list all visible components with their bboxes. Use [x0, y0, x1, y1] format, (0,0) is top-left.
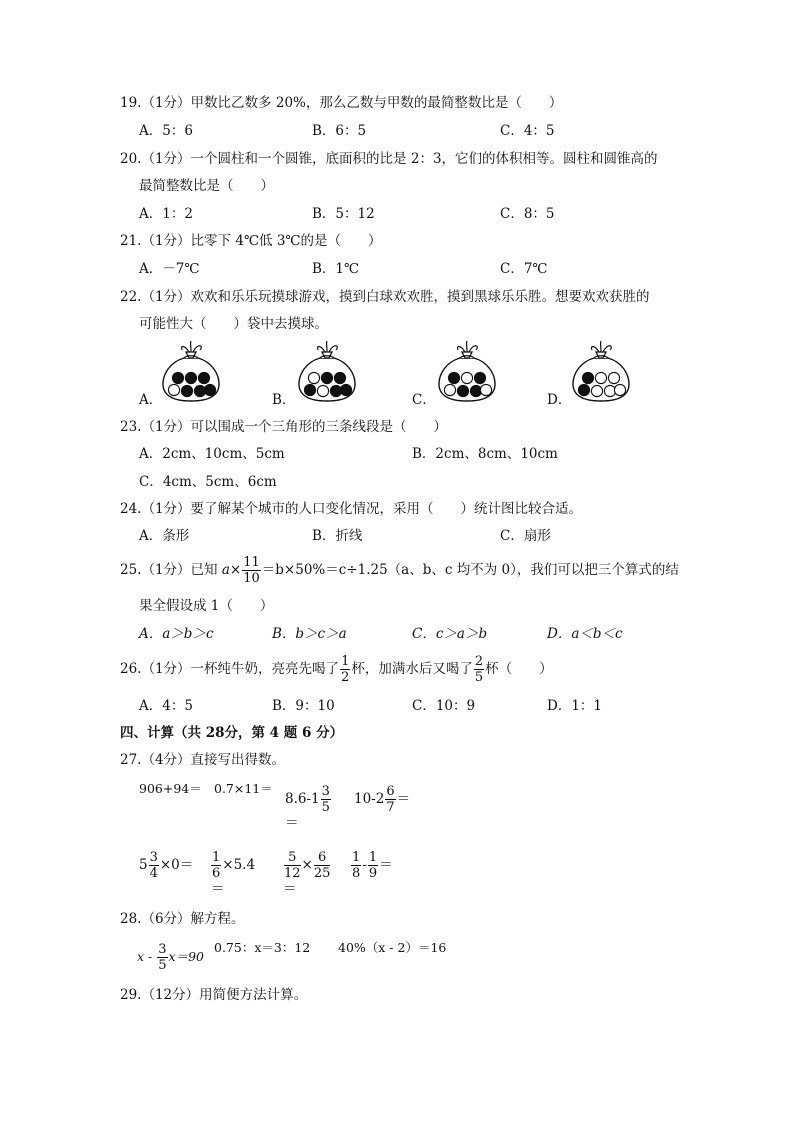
q27-e8-equals: ＝ — [379, 857, 393, 873]
q26-stem — [120, 655, 553, 684]
q27-e7-numerator-2: 6 — [314, 851, 331, 866]
bag-tie — [591, 341, 611, 352]
white-ball — [614, 384, 625, 395]
q27-expr-7 — [283, 851, 331, 880]
q28-eq1-denominator: 5 — [158, 958, 167, 973]
q27-e6-numerator: 1 — [212, 850, 221, 865]
black-ball — [198, 372, 209, 383]
black-ball — [321, 372, 332, 383]
q20-option-c[interactable]: C．8：5 — [500, 206, 555, 222]
q28-equation-1 — [137, 943, 204, 972]
white-ball — [444, 384, 455, 395]
q27-e3-fraction — [321, 785, 331, 814]
q25-times: × — [229, 562, 242, 578]
q27-e5-numerator: 3 — [149, 850, 158, 865]
q25-option-a[interactable]: A．a＞b＞c — [139, 626, 214, 642]
q19-stem: 19.（1分）甲数比乙数多 20%，那么乙数与甲数的最简整数比是（ ） — [120, 95, 563, 111]
q27-stem: 27.（4分）直接写出得数。 — [120, 752, 286, 768]
q27-e7-fraction-1 — [284, 851, 301, 880]
q26-f2-denominator: 5 — [474, 670, 484, 685]
bag-neck — [184, 352, 198, 358]
q22-stem-line2: 可能性大（ ）袋中去摸球。 — [139, 316, 328, 332]
q27-e3-numerator: 3 — [321, 784, 330, 799]
q25-option-c[interactable]: C．c＞a＞b — [412, 626, 488, 642]
q22-option-d[interactable]: D． — [547, 392, 572, 408]
q26-f1-numerator: 1 — [341, 654, 350, 669]
black-ball — [582, 372, 593, 383]
q26-suffix: 杯（ ） — [485, 661, 553, 677]
q27-e7-op: × — [301, 857, 313, 873]
q27-e6-fraction — [211, 851, 221, 880]
q27-e8-numerator-2: 1 — [368, 850, 378, 865]
black-ball — [185, 372, 196, 383]
q23-stem: 23.（1分）可以围成一个三角形的三条线段是（ ） — [120, 419, 448, 435]
white-ball — [168, 384, 179, 395]
q26-option-a[interactable]: A．4：5 — [139, 698, 193, 714]
white-ball — [591, 385, 602, 396]
q21-option-a[interactable]: A．－7℃ — [139, 261, 200, 277]
black-ball — [304, 384, 315, 395]
q19-option-a[interactable]: A．5：6 — [139, 123, 193, 139]
q22-option-c[interactable]: C． — [412, 392, 436, 408]
q24-stem: 24.（1分）要了解某个城市的人口变化情况，采用（ ）统计图比较合适。 — [120, 501, 583, 517]
black-ball — [194, 385, 205, 396]
q25-prefix: 25.（1分）已知 — [120, 562, 222, 578]
q27-e8-denominator-1: 8 — [352, 866, 361, 881]
q26-option-d[interactable]: D．1：1 — [547, 698, 603, 714]
q27-e3-denominator: 5 — [321, 800, 330, 815]
q27-e4-numerator: 6 — [386, 784, 395, 799]
bag-neck — [594, 352, 608, 358]
q27-expr-2: 0.7×11＝ — [214, 781, 273, 796]
q24-option-c[interactable]: C．扇形 — [500, 528, 551, 544]
q27-e7-denominator-1: 12 — [284, 866, 301, 881]
q25-fraction — [242, 556, 261, 585]
q20-option-b[interactable]: B．5：12 — [312, 206, 375, 222]
q20-stem-line1: 20.（1分）一个圆柱和一个圆锥，底面积的比是 2：3，它们的体积相等。圆柱和圆锥高的 — [120, 151, 658, 167]
q25-frac-denominator: 10 — [243, 571, 260, 586]
q25-var-a: a — [221, 562, 230, 578]
black-ball — [172, 372, 183, 383]
q25-middle: ＝b×50%＝c÷1.25（a、b、c 均不为 0），我们可以把三个算式的结 — [261, 562, 679, 578]
bag-neck — [460, 352, 474, 358]
q26-fraction-2 — [474, 655, 484, 684]
black-ball — [448, 372, 459, 383]
q25-option-b[interactable]: B．b＞c＞a — [272, 626, 347, 642]
q27-e8-op: - — [362, 857, 367, 873]
q27-e6-denominator: 6 — [212, 866, 221, 881]
q26-prefix: 26.（1分）一杯纯牛奶，亮亮先喝了 — [120, 661, 340, 677]
q27-e7-fraction-2 — [314, 851, 331, 880]
q26-fraction-1 — [340, 655, 350, 684]
q27-e8-fraction-2 — [368, 851, 378, 880]
black-ball — [181, 385, 192, 396]
white-ball — [317, 385, 328, 396]
q27-e4-pre: 10-2 — [354, 791, 385, 807]
q28-stem: 28.（6分）解方程。 — [120, 911, 245, 927]
q25-option-d[interactable]: D．a＜b＜c — [547, 626, 623, 642]
q29-stem: 29.（12分）用简便方法计算。 — [120, 987, 308, 1003]
q27-e4-denominator: 7 — [386, 800, 395, 815]
section-4-heading: 四、计算（共 28分，第 4 题 6 分） — [120, 725, 344, 741]
q27-e4-equals: ＝ — [396, 791, 411, 807]
q26-option-b[interactable]: B．9：10 — [272, 698, 335, 714]
q27-e5-rest: ×0＝ — [159, 857, 194, 873]
q23-option-a[interactable]: A．2cm、10cm、5cm — [139, 446, 285, 462]
black-ball — [457, 385, 468, 396]
ball-bag-a-icon[interactable] — [160, 338, 222, 404]
q27-e5-denominator: 4 — [149, 866, 158, 881]
q28-equation-3: 40%（x - 2）＝16 — [338, 940, 447, 955]
white-ball — [608, 372, 619, 383]
q21-option-b[interactable]: B．1℃ — [312, 261, 360, 277]
ball-bag-d-icon[interactable] — [570, 338, 632, 404]
q19-option-b[interactable]: B．6：5 — [312, 123, 367, 139]
q19-option-c[interactable]: C．4：5 — [500, 123, 555, 139]
q27-expr-5 — [139, 851, 193, 880]
q21-option-c[interactable]: C．7℃ — [500, 261, 548, 277]
q28-eq1-pre: x - — [137, 949, 157, 964]
q27-e3-equals: ＝ — [285, 815, 299, 831]
q28-eq1-fraction — [157, 943, 167, 972]
q26-f2-numerator: 2 — [474, 654, 484, 669]
white-ball — [595, 372, 606, 383]
black-ball — [474, 372, 485, 383]
q27-e7-equals: ＝ — [283, 881, 297, 897]
q20-stem-line2: 最简整数比是（ ） — [139, 178, 274, 194]
white-ball — [604, 385, 615, 396]
q27-e4-fraction — [385, 785, 395, 814]
q27-expr-4 — [354, 785, 410, 814]
q24-option-a[interactable]: A．条形 — [139, 528, 190, 544]
black-ball — [470, 385, 481, 396]
q26-f1-denominator: 2 — [341, 670, 350, 685]
ball-bag-b-icon[interactable] — [296, 338, 358, 404]
q27-e8-fraction-1 — [351, 851, 361, 880]
bag-tie — [457, 341, 477, 352]
q27-expr-8 — [350, 851, 393, 880]
q27-expr-6 — [210, 851, 255, 880]
q22-stem-line1: 22.（1分）欢欢和乐乐玩摸球游戏，摸到白球欢欢胜，摸到黑球乐乐胜。想要欢欢获胜的 — [120, 289, 650, 305]
q27-e8-numerator-1: 1 — [352, 850, 361, 865]
q23-option-b[interactable]: B．2cm、8cm、10cm — [412, 446, 558, 462]
black-ball — [204, 384, 215, 395]
q23-option-c[interactable]: C．4cm、5cm、6cm — [139, 474, 277, 490]
q22-option-b[interactable]: B． — [272, 392, 296, 408]
bag-tie — [181, 341, 201, 352]
q27-e8-denominator-2: 9 — [368, 866, 378, 881]
q24-option-b[interactable]: B．折线 — [312, 528, 363, 544]
q27-e6-rest: ×5.4 — [222, 857, 256, 873]
white-ball — [480, 384, 491, 395]
q25-stem-line1 — [120, 556, 679, 585]
q26-mid: 杯，加满水后又喝了 — [351, 661, 473, 677]
black-ball — [334, 372, 345, 383]
q27-e7-denominator-2: 25 — [313, 866, 331, 881]
bag-neck — [320, 352, 334, 358]
q25-frac-numerator: 11 — [243, 555, 260, 570]
q27-e3-pre: 8.6-1 — [285, 791, 320, 807]
white-ball — [308, 372, 319, 383]
q27-e5-whole: 5 — [139, 857, 148, 873]
q28-eq1-numerator: 3 — [158, 942, 167, 957]
q27-expr-1: 906+94＝ — [139, 781, 202, 796]
q27-e5-fraction — [149, 851, 159, 880]
white-ball — [461, 372, 472, 383]
black-ball — [330, 385, 341, 396]
black-ball — [340, 384, 351, 395]
q25-stem-line2: 果全假设成 1（ ） — [139, 598, 274, 614]
q26-option-c[interactable]: C．10：9 — [412, 698, 476, 714]
q21-stem: 21.（1分）比零下 4℃低 3℃的是（ ） — [120, 233, 382, 249]
q28-eq1-post: x＝90 — [168, 949, 204, 964]
black-ball — [578, 384, 589, 395]
q22-option-a[interactable]: A． — [139, 392, 163, 408]
bag-tie — [317, 341, 337, 352]
q27-expr-3 — [285, 785, 332, 814]
q27-e6-equals: ＝ — [211, 881, 225, 897]
q20-option-a[interactable]: A．1：2 — [139, 206, 193, 222]
ball-bag-c-icon[interactable] — [436, 338, 498, 404]
q28-equation-2: 0.75：x＝3：12 — [214, 940, 311, 955]
q27-e7-numerator-1: 5 — [284, 851, 301, 866]
